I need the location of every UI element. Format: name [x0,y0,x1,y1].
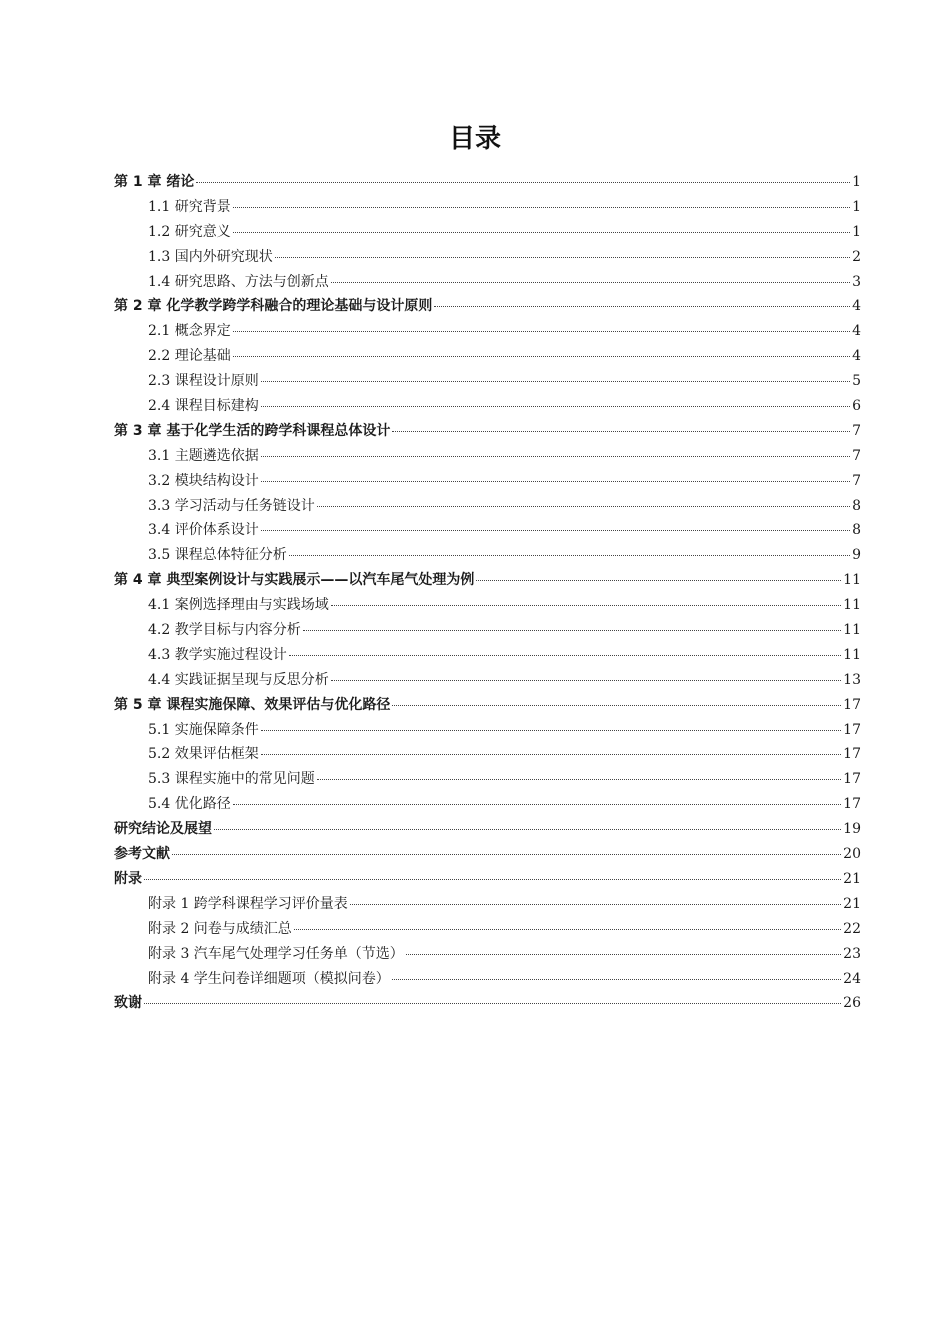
toc-entry-page-number: 7 [852,422,861,439]
toc-entry-page-number: 8 [852,497,861,514]
toc-entry-page-number: 7 [852,472,861,489]
toc-entry-label: 5.4 优化路径 [148,796,231,813]
dot-leader [261,455,850,457]
toc-section-entry[interactable] [114,917,861,942]
toc-entry-label: 2.3 课程设计原则 [148,373,259,390]
toc-entry-page-number: 1 [852,223,861,240]
toc-section-entry[interactable] [114,394,861,419]
table-of-contents [114,170,861,1016]
toc-entry-label: 第 1 章 绪论 [114,174,195,190]
toc-chapter-entry[interactable] [114,867,861,892]
dot-leader [261,405,850,407]
dot-leader [233,206,850,208]
toc-chapter-entry[interactable] [114,568,861,593]
toc-entry-page-number: 20 [843,846,861,863]
toc-section-entry[interactable] [114,270,861,295]
toc-entry-label: 1.1 研究背景 [148,198,231,215]
toc-section-entry[interactable] [114,444,861,469]
toc-entry-page-number: 17 [843,746,861,763]
toc-entry-page-number: 22 [843,920,861,937]
toc-entry-label: 致谢 [114,995,142,1012]
toc-entry-label: 3.4 评价体系设计 [148,522,259,539]
toc-section-entry[interactable] [114,892,861,917]
toc-entry-page-number: 23 [843,945,861,962]
toc-entry-page-number: 11 [843,646,861,663]
toc-chapter-entry[interactable] [114,693,861,718]
toc-section-entry[interactable] [114,344,861,369]
toc-entry-page-number: 13 [843,671,861,688]
toc-chapter-entry[interactable] [114,170,861,195]
dot-leader [392,430,850,432]
toc-entry-label: 附录 4 学生问卷详细题项（模拟问卷） [148,970,390,987]
toc-section-entry[interactable] [114,668,861,693]
toc-section-entry[interactable] [114,195,861,220]
toc-entry-page-number: 24 [843,970,861,987]
toc-entry-label: 4.2 教学目标与内容分析 [148,622,301,639]
dot-leader [317,505,850,507]
toc-entry-page-number: 11 [843,572,861,589]
dot-leader [392,978,841,980]
dot-leader [331,604,841,606]
dot-leader [233,330,850,332]
toc-section-entry[interactable] [114,494,861,519]
toc-chapter-entry[interactable] [114,991,861,1016]
toc-entry-label: 参考文献 [114,846,170,863]
toc-entry-page-number: 17 [843,696,861,713]
dot-leader [317,778,841,780]
dot-leader [434,305,850,307]
toc-entry-page-number: 6 [852,398,861,415]
toc-entry-page-number: 4 [852,348,861,365]
toc-entry-page-number: 17 [843,796,861,813]
toc-entry-page-number: 21 [843,895,861,912]
dot-leader [261,380,850,382]
dot-leader [275,256,850,258]
toc-entry-label: 第 4 章 典型案例设计与实践展示——以汽车尾气处理为例 [114,572,475,589]
toc-section-entry[interactable] [114,792,861,817]
toc-section-entry[interactable] [114,942,861,967]
toc-entry-page-number: 19 [843,821,861,838]
toc-entry-page-number: 7 [852,447,861,464]
toc-entry-label: 3.5 课程总体特征分析 [148,547,287,564]
toc-section-entry[interactable] [114,543,861,568]
toc-entry-page-number: 17 [843,771,861,788]
dot-leader [261,480,850,482]
toc-entry-label: 5.2 效果评估框架 [148,746,259,763]
toc-entry-label: 附录 [114,870,142,887]
toc-entry-label: 研究结论及展望 [114,821,212,838]
toc-entry-label: 1.4 研究思路、方法与创新点 [148,273,329,290]
toc-entry-label: 2.2 理论基础 [148,348,231,365]
toc-entry-page-number: 5 [852,373,861,390]
toc-entry-label: 第 5 章 课程实施保障、效果评估与优化路径 [114,696,391,713]
toc-entry-label: 1.3 国内外研究现状 [148,248,273,265]
dot-leader [214,828,841,830]
toc-entry-page-number: 11 [843,622,861,639]
toc-entry-label: 4.1 案例选择理由与实践场域 [148,597,329,614]
toc-entry-label: 4.3 教学实施过程设计 [148,646,287,663]
toc-entry-page-number: 2 [852,248,861,265]
toc-entry-page-number: 17 [843,721,861,738]
dot-leader [350,903,841,905]
toc-section-entry[interactable] [114,220,861,245]
dot-leader [289,654,841,656]
toc-section-entry[interactable] [114,718,861,743]
toc-section-entry[interactable] [114,369,861,394]
toc-chapter-entry[interactable] [114,294,861,319]
dot-leader [233,803,841,805]
toc-entry-page-number: 8 [852,522,861,539]
dot-leader [172,853,841,855]
dot-leader [406,953,841,955]
dot-leader [294,928,841,930]
toc-entry-label: 第 3 章 基于化学生活的跨学科课程总体设计 [114,422,391,439]
dot-leader [261,753,841,755]
toc-entry-page-number: 21 [843,870,861,887]
toc-entry-page-number: 26 [843,995,861,1012]
toc-entry-label: 附录 2 问卷与成绩汇总 [148,920,292,937]
dot-leader [261,529,850,531]
toc-entry-label: 附录 3 汽车尾气处理学习任务单（节选） [148,945,404,962]
toc-chapter-entry[interactable] [114,419,861,444]
toc-chapter-entry[interactable] [114,817,861,842]
toc-entry-label: 第 2 章 化学教学跨学科融合的理论基础与设计原则 [114,298,433,315]
dot-leader [331,281,850,283]
dot-leader [289,554,850,556]
toc-section-entry[interactable] [114,518,861,543]
toc-section-entry[interactable] [114,767,861,792]
toc-entry-label: 2.4 课程目标建构 [148,398,259,415]
toc-section-entry[interactable] [114,967,861,992]
toc-entry-label: 附录 1 跨学科课程学习评价量表 [148,895,348,912]
dot-leader [261,729,841,731]
toc-entry-page-number: 9 [852,547,861,564]
toc-section-entry[interactable] [114,593,861,618]
toc-entry-page-number: 3 [852,273,861,290]
toc-entry-page-number: 1 [852,198,861,215]
toc-entry-page-number: 11 [843,597,861,614]
toc-entry-label: 5.1 实施保障条件 [148,721,259,738]
dot-leader [233,231,850,233]
toc-entry-label: 4.4 实践证据呈现与反思分析 [148,671,329,688]
toc-entry-label: 2.1 概念界定 [148,323,231,340]
dot-leader [144,878,841,880]
toc-entry-label: 1.2 研究意义 [148,223,231,240]
toc-chapter-entry[interactable] [114,842,861,867]
toc-section-entry[interactable] [114,319,861,344]
dot-leader [476,579,841,581]
dot-leader [144,1002,841,1004]
toc-section-entry[interactable] [114,643,861,668]
toc-section-entry[interactable] [114,618,861,643]
dot-leader [233,355,850,357]
toc-entry-page-number: 4 [852,323,861,340]
toc-entry-page-number: 1 [852,174,861,190]
toc-section-entry[interactable] [114,469,861,494]
toc-title: 目录 [448,124,501,154]
dot-leader [331,679,841,681]
toc-entry-label: 5.3 课程实施中的常见问题 [148,771,315,788]
toc-entry-label: 3.1 主题遴选依据 [148,447,259,464]
dot-leader [392,704,841,706]
toc-entry-label: 3.3 学习活动与任务链设计 [148,497,315,514]
toc-section-entry[interactable] [114,742,861,767]
toc-section-entry[interactable] [114,245,861,270]
dot-leader [196,181,850,183]
toc-entry-label: 3.2 模块结构设计 [148,472,259,489]
toc-entry-page-number: 4 [852,298,861,315]
dot-leader [303,629,841,631]
